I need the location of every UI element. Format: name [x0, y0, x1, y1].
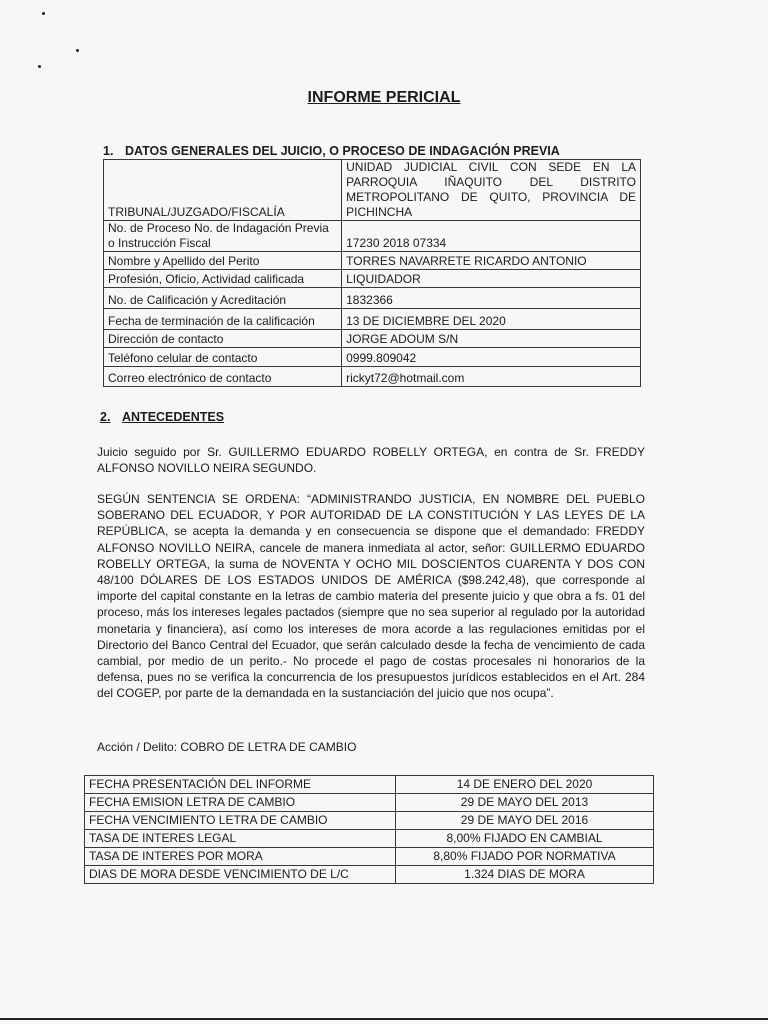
row-value: 17230 2018 07334 — [342, 221, 641, 252]
general-data-table — [103, 159, 641, 387]
row-value: rickyt72@hotmail.com — [342, 367, 641, 387]
document-title: INFORME PERICIAL — [307, 89, 461, 106]
table-row — [104, 348, 641, 367]
row-label: Dirección de contacto — [104, 330, 342, 348]
table-row — [85, 848, 654, 866]
row-label: FECHA PRESENTACIÓN DEL INFORME — [85, 776, 396, 794]
row-value: JORGE ADOUM S/N — [342, 330, 641, 348]
row-label: Nombre y Apellido del Perito — [104, 252, 342, 270]
section-1-heading — [103, 144, 560, 158]
row-label: Fecha de terminación de la calificación — [104, 309, 342, 330]
dates-table — [84, 775, 654, 884]
row-label: FECHA VENCIMIENTO LETRA DE CAMBIO — [85, 812, 396, 830]
scan-speck — [42, 12, 45, 15]
table-row — [104, 367, 641, 387]
row-label: FECHA EMISION LETRA DE CAMBIO — [85, 794, 396, 812]
table-row — [104, 330, 641, 348]
row-value: 1.324 DIAS DE MORA — [396, 866, 654, 884]
court-line: PICHINCHA — [346, 205, 413, 219]
table-row — [85, 866, 654, 884]
table-row — [104, 221, 641, 252]
table-row — [85, 794, 654, 812]
section-1-title: DATOS GENERALES DEL JUICIO, O PROCESO DE INDAGACIÓN PREVIA — [125, 144, 560, 158]
table-row — [104, 252, 641, 270]
row-label: No. de Calificación y Acreditación — [104, 288, 342, 309]
row-label: Profesión, Oficio, Actividad calificada — [104, 270, 342, 288]
scan-speck — [76, 49, 79, 52]
row-value — [342, 160, 641, 221]
row-label: DIAS DE MORA DESDE VENCIMIENTO DE L/C — [85, 866, 396, 884]
row-value: 1832366 — [342, 288, 641, 309]
table-row — [104, 270, 641, 288]
row-value: 14 DE ENERO DEL 2020 — [396, 776, 654, 794]
court-line: PARROQUIA IÑAQUITO DEL DISTRITO — [346, 175, 636, 189]
row-label: Teléfono celular de contacto — [104, 348, 342, 367]
scan-edge-line — [0, 1018, 768, 1020]
court-line: UNIDAD JUDICIAL CIVIL CON SEDE EN LA — [346, 160, 636, 174]
row-label: TRIBUNAL/JUZGADO/FISCALÍA — [104, 160, 342, 221]
table-row — [85, 812, 654, 830]
section-2-title: ANTECEDENTES — [122, 410, 225, 424]
row-value: 29 DE MAYO DEL 2013 — [396, 794, 654, 812]
scan-speck — [38, 65, 41, 68]
table-row — [85, 776, 654, 794]
row-value: 0999.809042 — [342, 348, 641, 367]
sentence-paragraph: SEGÚN SENTENCIA SE ORDENA: “ADMINISTRANDO JUSTICIA, EN NOMBRE DEL PUEBLO SOBERANO DEL ECUADOR, Y POR AUTORIDAD DE LA CONSTITUCIÓN Y LAS LEYES DE LA REPÚBLICA, se acepta la demanda y en consecuencia se dispone que el demandado: FREDDY ALFONSO NOVILLO NEIRA, cancele de manera inmediata al actor, señor: GUILLERMO EDUARDO ROBELLY ORTEGA, la suma de NOVENTA Y OCHO MIL DOSCIENTOS CUARENTA Y DOS CON 48/100 DÓLARES DE LOS ESTADOS UNIDOS DE AMÉRICA ($98.242,48), que corresponde al importe del capital constante en la letras de cambio materia del presente juicio y que obra a fs. 01 del proceso, más los intereses legales pactados (siempre que no sea superior al regulado por la autoridad monetaria y financiera), así como los intereses de mora acorde a las regulaciones emitidas por el Directorio del Banco Central del Ecuador, que serán calculado desde la fecha de vencimiento de cada cambial, por medio de un perito.- No procede el pago de costas procesales ni honorarios de la defensa, pues no se verifica la concurrencia de los presupuestos jurídicos establecidos en el Art. 284 del COGEP, por parte de la demandada en la sustanciación del juicio que nos ocupa”. — [97, 492, 645, 701]
row-value: 8,00% FIJADO EN CAMBIAL — [396, 830, 654, 848]
row-label: No. de Proceso No. de Indagación Previa o Instrucción Fiscal — [104, 221, 342, 252]
row-value: 29 DE MAYO DEL 2016 — [396, 812, 654, 830]
row-value: 8,80% FIJADO POR NORMATIVA — [396, 848, 654, 866]
section-2-number: 2. — [100, 410, 111, 424]
row-value: TORRES NAVARRETE RICARDO ANTONIO — [342, 252, 641, 270]
table-row — [85, 830, 654, 848]
table-row — [104, 309, 641, 330]
court-line: METROPOLITANO DE QUITO, PROVINCIA DE — [346, 190, 636, 204]
row-label: Correo electrónico de contacto — [104, 367, 342, 387]
row-value: LIQUIDADOR — [342, 270, 641, 288]
section-2-heading — [100, 410, 224, 424]
row-label: TASA DE INTERES LEGAL — [85, 830, 396, 848]
table-row — [104, 288, 641, 309]
antecedentes-paragraph-1: Juicio seguido por Sr. GUILLERMO EDUARDO ROBELLY ORTEGA, en contra de Sr. FREDDY ALFONSO NOVILLO NEIRA SEGUNDO. — [97, 445, 645, 476]
section-1-number: 1. — [103, 144, 114, 158]
row-label: TASA DE INTERES POR MORA — [85, 848, 396, 866]
row-value: 13 DE DICIEMBRE DEL 2020 — [342, 309, 641, 330]
accion-delito-line: Acción / Delito: COBRO DE LETRA DE CAMBIO — [97, 740, 357, 754]
table-row — [104, 160, 641, 221]
